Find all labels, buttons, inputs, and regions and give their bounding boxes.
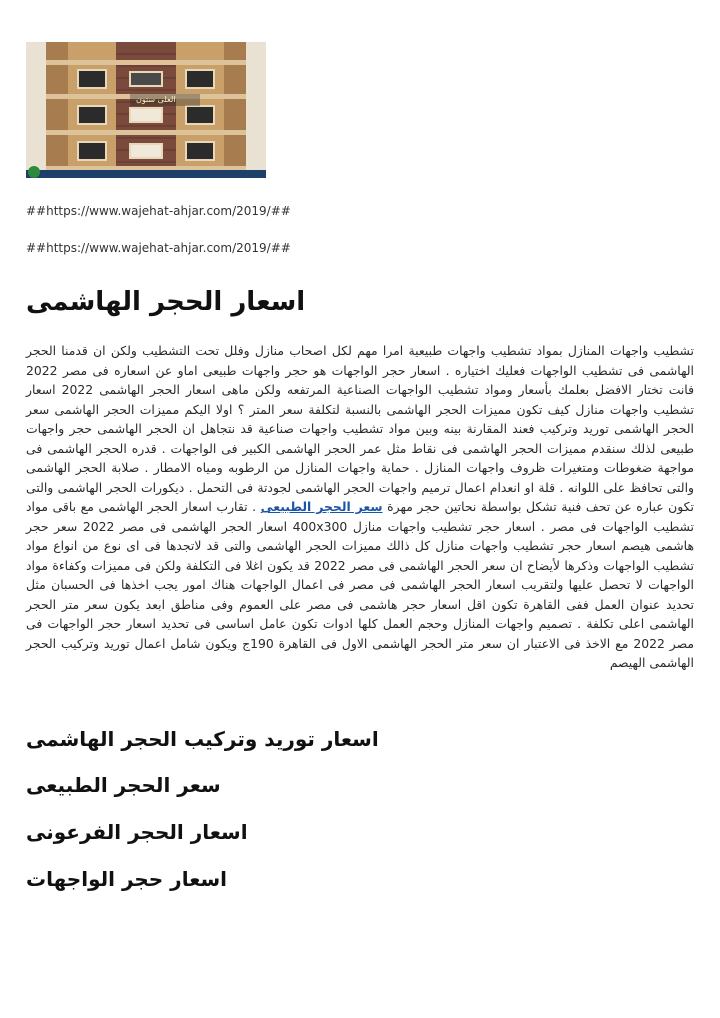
article-body bbox=[26, 341, 694, 673]
subheading-natural-stone-price: سعر الحجر الطبيعى bbox=[26, 773, 221, 797]
source-url-line: ##https://www.wajehat-ahjar.com/2019/## bbox=[26, 204, 291, 218]
article-title: اسعار الحجر الهاشمى bbox=[26, 287, 306, 317]
source-url-line: ##https://www.wajehat-ahjar.com/2019/## bbox=[26, 241, 291, 255]
subheading-supply-install: اسعار توريد وتركيب الحجر الهاشمى bbox=[26, 727, 379, 751]
article-body-text: تشطيب واجهات المنازل بمواد تشطيب واجهات طبيعية امرا مهم لكل اصحاب منازل وفلل تحت التشطيب ولكن ان قدمنا الحجر الهاشمى فى تشطيب الواجهات فعليك اختياره . اسعار حجر الواجهات هو حجر واجهات طبيعى اماو عن اسعاره فى مصر 2022 فانت تختار الافضل بعلمك بأسعار ومواد تشطيب الواجهات الصناعية المرتفعه ولكن ماهى اسعار الحجر الهاشمى 2022 اسعار تشطيب واجهات منازل كيف تكون مميزات الحجر الهاشمى بالنسبة لتكلفة سعر المتر ؟ اولا اليكم مميزات الحجر الهاشمى سعر الحجر الهاشمى توريد وتركيب فعند المقارنة بينه وبين مواد تشطيب واجهات صناعية قد نتجاهل ان الحجر الهاشمى حجر واجهات طبيعى لذلك سنقدم مميزات الحجر الهاشمى فى نقاط مثل عمر الحجر الهاشمى الكبير فى الواجهات . قدره الحجر الهاشمى فى مواجهة ضغوطات ومتغيرات ظروف واجهات المنازل . حماية واجهات المنازل من الرطوبه ومياه الامطار . صلابة الحجر الهاشمى والتى تحافظ على اللوانه . قلة او انعدام اعمال ترميم واجهات الحجر الهاشمى لجودتة فى التحمل . ديكورات الحجر الهاشمى والتى تكون عباره عن تحف فنية تشكل بواسطة نحاتين حجر مهرة bbox=[26, 343, 695, 514]
subheading-facade-stone-prices: اسعار حجر الواجهات bbox=[26, 867, 228, 891]
image-watermark-caption: العلى ستون bbox=[136, 95, 176, 104]
building-facade-image bbox=[26, 42, 266, 178]
building-illustration bbox=[26, 42, 266, 178]
natural-stone-price-link[interactable]: سعر الحجر الطبيعى bbox=[260, 499, 383, 514]
subheading-pharaonic-stone-prices: اسعار الحجر الفرعونى bbox=[26, 820, 248, 844]
article-body-text-continued: . تقارب اسعار الحجر الهاشمى مع باقى مواد تشطيب الواجهات فى مصر . اسعار حجر تشطيب واجهات منازل 400x300 اسعار الحجر الهاشمى فى مصر 2022 سعر حجر هاشمى هيصم اسعار حجر تشطيب واجهات منازل كل ذالك مميزات الحجر الهاشمى والتى قد لاتجدها فى اى نوع من انواع مواد تشطيب الواجهات وذكرها لأيضاح ان سعر الحجر الهاشمى فى مصر 2022 قد يكون اغلا فى التكلفة ولكن فى مميزات وكفاءة مواد الواجهات لا تحصل عليها ولتقريب اسعار الحجر الهاشمى فى مصر فى اعمال الواجهات هناك امور يجب اخذها فى الحسبان مثل تحديد عنوان العمل ففى القاهرة تكون اقل اسعار حجر هاشمى فى مصر على العموم وفى مناطق ابعد يكون سعر متر الحجر الهاشمى اعلى تكلفة . تصميم واجهات المنازل وحجم العمل كلها ادوات تكون عامل اساسى فى تحديد اسعار حجر الواجهات فى مصر 2022 مع الاخذ فى الاعتبار ان سعر متر الحجر الهاشمى الاول فى القاهرة 190ج ويكون شامل اعمال توريد وتركيب الحجر الهاشمى الهيصم bbox=[26, 499, 695, 670]
